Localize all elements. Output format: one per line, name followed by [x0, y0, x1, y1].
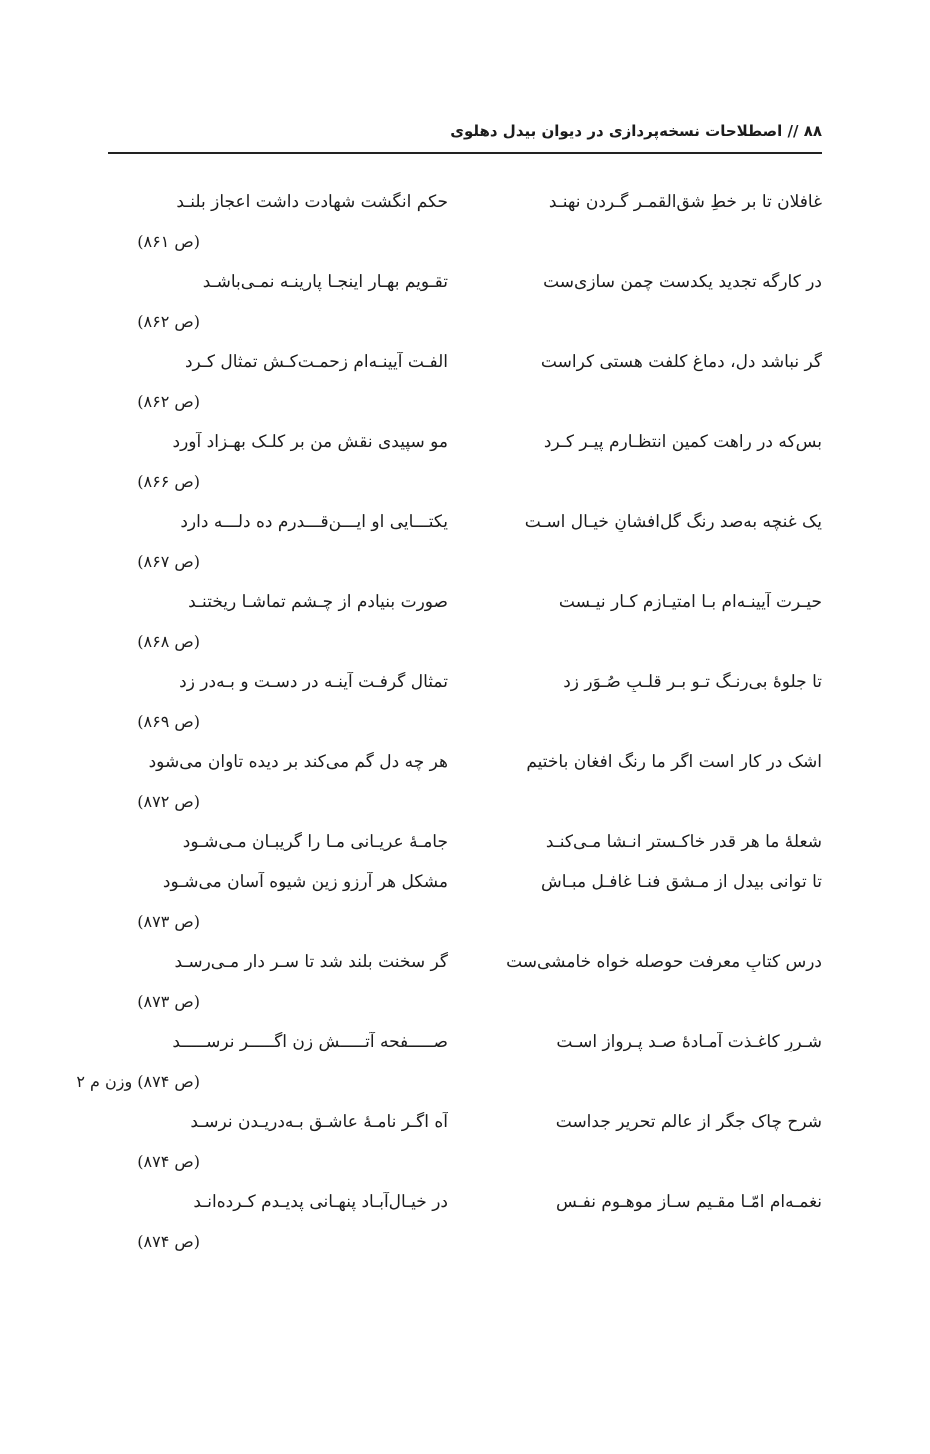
page-reference: (ص ۸۶۷)	[137, 552, 200, 571]
page-reference-row	[108, 786, 822, 826]
page-reference: (ص ۸۶۹)	[137, 712, 200, 731]
first-hemistich: غافلان تا بر خطِ شق‌القمـر گـردن نهنـد	[548, 192, 822, 212]
first-hemistich: نغمـه‌ام امّـا مقـیم سـاز موهـوم نفـس	[556, 1192, 822, 1212]
verse-row	[108, 266, 822, 306]
second-hemistich: حکمِ انگشت شهادت داشت اعجاز بلنـد	[176, 192, 448, 212]
second-hemistich: هر چه دل گم می‌کند بر دیده تاوان می‌شود	[148, 752, 448, 772]
page-reference-row	[108, 1146, 822, 1186]
page-reference: (ص ۸۶۲)	[137, 312, 200, 331]
page-reference: (ص ۸۷۴) وزن م ۲	[76, 1072, 200, 1091]
first-hemistich: در کارگه تجدید یکدست چمن سازی‌ست	[543, 272, 822, 292]
page-reference-row	[108, 706, 822, 746]
second-hemistich: تمثال گرفـت آینـه در دسـت و بـه‌در زد	[179, 672, 448, 692]
page-reference: (ص ۸۶۶)	[137, 472, 200, 491]
page-reference: (ص ۸۷۳)	[137, 912, 200, 931]
page-header	[108, 118, 822, 154]
first-hemistich: اشک در کار است اگر ما رنگ افغان باختیم	[526, 752, 822, 772]
first-hemistich: تا توانی بیدل از مـشقِ فنـا غافـل مبـاش	[541, 872, 822, 892]
second-hemistich: در خیـال‌آبـاد پنهـانی پدیـدم کـرده‌انـد	[193, 1192, 448, 1212]
second-hemistich: تقـویم بهـار اینجـا پارینـه نمـی‌باشـد	[202, 272, 448, 292]
page-reference: (ص ۸۷۲)	[137, 792, 200, 811]
verse-list	[76, 186, 822, 1266]
second-hemistich: مشکل هر آرزو زین شیوه آسان می‌شـود	[162, 872, 448, 892]
page-reference-row	[108, 986, 822, 1026]
second-hemistich: گر سخنت بلند شد تا سـر دار مـی‌رسـد	[174, 952, 448, 972]
page-reference-row	[108, 546, 822, 586]
second-hemistich: مو سپیدی نقشِ من بر کلـک بهـزاد آورد	[172, 432, 448, 452]
page-reference-row	[108, 906, 822, 946]
second-hemistich: صـــــفحه آتـــــش زن اگـــــر نرســـــد	[172, 1032, 448, 1052]
page-reference: (ص ۸۶۱)	[137, 232, 200, 251]
verse-row	[108, 346, 822, 386]
verse-row	[108, 186, 822, 226]
running-title: ۸۸ // اصطلاحات نسخه‌پردازی در دیوان بیدل دهلوی	[450, 122, 822, 140]
page-reference-row	[108, 306, 822, 346]
page-reference-row	[108, 226, 822, 266]
first-hemistich: درسِ کتابِ معرفت حوصله خواه خامشی‌ست	[506, 952, 822, 972]
page-reference: (ص ۸۶۲)	[137, 392, 200, 411]
page-reference-row	[76, 1066, 822, 1106]
second-hemistich: آه اگـر نامـهٔ عاشـق بـه‌دریـدن نرسـد	[190, 1112, 448, 1132]
first-hemistich: یک غنچه به‌صد رنگ گل‌افشانِ خیـال اسـت	[524, 512, 822, 532]
first-hemistich: بس‌که در راهت کمین انتظـارم پیـر کـرد	[543, 432, 822, 452]
second-hemistich: صورت بنیادم از چـشم تماشـا ریختنـد	[188, 592, 448, 612]
verse-row	[108, 1106, 822, 1146]
second-hemistich: الفـت آیینـه‌ام زحمـت‌کـشِ تمثال کـرد	[184, 352, 448, 372]
page-reference: (ص ۸۷۳)	[137, 992, 200, 1011]
verse-row	[108, 946, 822, 986]
verse-row	[108, 506, 822, 546]
second-hemistich: جامـهٔ عریـانی مـا را گریبـان مـی‌شـود	[182, 832, 448, 852]
verse-row	[108, 1186, 822, 1226]
first-hemistich: حیـرت آیینـه‌ام بـا امتیـازم کـار نیـست	[558, 592, 822, 612]
verse-row	[108, 426, 822, 466]
verse-row	[108, 866, 822, 906]
page-reference-row	[108, 1226, 822, 1266]
verse-row	[108, 586, 822, 626]
verse-row	[108, 1026, 822, 1066]
first-hemistich: گر نباشد دل، دماغ کلفت هستی کراست	[540, 352, 822, 372]
second-hemistich: یکتـــایی او ایـــن‌قـــدرم ده دلـــه دارد	[180, 512, 448, 532]
first-hemistich: شعلهٔ ما هر قدر خاکـستر انـشا مـی‌کنـد	[545, 832, 822, 852]
page-reference: (ص ۸۷۴)	[137, 1152, 200, 1171]
page-reference: (ص ۸۶۸)	[137, 632, 200, 651]
verse-row	[108, 826, 822, 866]
verse-row	[108, 666, 822, 706]
page-reference-row	[108, 466, 822, 506]
verse-row	[108, 746, 822, 786]
first-hemistich: شرح چاک جگر از عالمِ تحریر جداست	[555, 1112, 822, 1132]
page-reference-row	[108, 626, 822, 666]
first-hemistich: شـررِ کاغـذت آمـادهٔ صـد پـرواز اسـت	[556, 1032, 822, 1052]
page-reference-row	[108, 386, 822, 426]
page-reference: (ص ۸۷۴)	[137, 1232, 200, 1251]
first-hemistich: تا جلوهٔ بی‌رنـگ تـو بـر قلـبِ صُـوَر زد	[563, 672, 822, 692]
